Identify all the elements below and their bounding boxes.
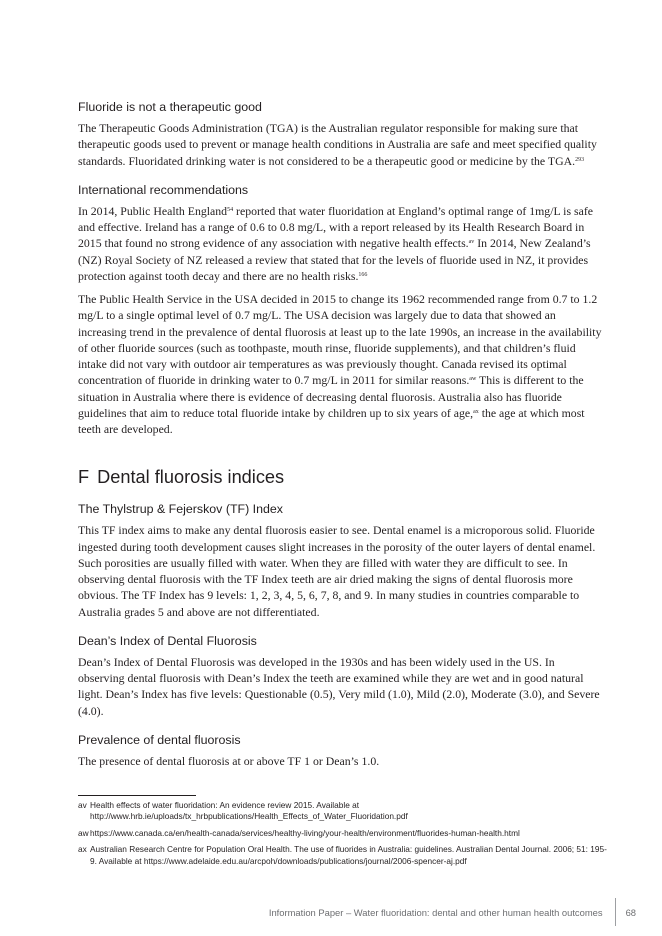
footnote-ref: av	[468, 239, 475, 246]
footnotes	[78, 800, 608, 872]
paragraph-tf-index: This TF index aims to make any dental fluorosis easier to see. Dental enamel is a microporous solid. Fluoride ingested during tooth development causes slight increases in the porosity of the outer layers of dental enamel. Such porosities are usually filled with water. When they are filled with water they are difficult to see. In observing dental fluorosis with the TF Index teeth are air dried making the signs of dental fluorosis more obvious. The TF Index has 9 levels: 1, 2, 3, 4, 5, 6, 7, 8, and 9. In many studies in countries comparable to Australia grades 5 and above are not differentiated.	[78, 523, 596, 619]
section-letter: F	[78, 467, 90, 488]
footnote-text: Australian Research Centre for Population Oral Health. The use of fluorides in Australia: guidelines. Australian Dental Journal. 2006; 51: 195-9. Available at https://www.adelaide.edu.au/arcpoh/downloads/publications/journal/2006-spencer-aj.pdf	[90, 844, 607, 866]
section-heading-international: International recommendations	[78, 182, 249, 197]
footnote-mark: ax	[78, 844, 87, 855]
footnote-divider	[78, 795, 196, 796]
footnote-item	[78, 828, 608, 839]
paragraph-text: This is different to the situation in Australia where there is evidence of decreasing dental fluorosis. Australia also has fluoride guidelines that aim to reduce total fluoride intake by children up to six years of age,	[78, 373, 584, 420]
paragraph-international-2	[78, 291, 602, 437]
citation-ref: 166	[358, 271, 368, 278]
footnote-ref: ax	[473, 408, 479, 415]
paragraph-deans-index: Dean’s Index of Dental Fluorosis was developed in the 1930s and has been widely used in the US. In observing dental fluorosis with Dean’s Index the teeth are examined while they are wet and in good natural light. Dean’s Index has five levels: Questionable (0.5), Very mild (1.0), Mild (2.0), Moderate (3.0), and Severe (4.0).	[78, 654, 600, 718]
paragraph-therapeutic-good	[78, 120, 602, 169]
paragraph-prevalence: The presence of dental fluorosis at or above TF 1 or Dean’s 1.0.	[78, 753, 380, 768]
section-heading-deans-index: Dean’s Index of Dental Fluorosis	[78, 633, 257, 648]
section-heading-therapeutic-good: Fluoride is not a therapeutic good	[78, 100, 262, 114]
main-content	[78, 100, 602, 769]
page-footer	[269, 898, 636, 926]
paragraph-text: reported that water fluoridation at England’s optimal range of 1mg/L is safe and effective. Ireland has a range of 0.6 to 0.8 mg/L, with a report released by its Health Research Board in 2015 that found no strong evidence of any association with negative health effects.	[78, 203, 593, 251]
section-heading-prevalence: Prevalence of dental fluorosis	[78, 732, 241, 747]
section-title-f	[78, 467, 602, 488]
section-heading-tf-index: The Thylstrup & Fejerskov (TF) Index	[78, 502, 283, 517]
paragraph-text: The Public Health Service in the USA decided in 2015 to change its 1962 recommended range from 0.7 to 1.2 mg/L to a single optimal level of 0.7 mg/L. The USA decision was largely due to data that showed an increasing trend in the prevalence of dental fluorosis at least up to the late 1990s, an increase in the availability of other fluoride sources (such as toothpaste, mouth rinse, fluoride supplements), and that children’s fluid intake did not vary with outdoor air temperatures as was previously thought. Canada revised its optimal concentration of fluoride in drinking water to 0.7 mg/L in 2011 for similar reasons.	[78, 292, 602, 388]
citation-ref: 293	[575, 156, 585, 163]
footnote-mark: av	[78, 800, 87, 810]
footer-divider	[615, 898, 616, 926]
footnote-item	[78, 800, 608, 823]
footnote-mark: aw	[78, 827, 89, 838]
section-title-text: Dental fluorosis indices	[97, 467, 285, 488]
citation-ref: 54	[227, 206, 234, 213]
paragraph-text: In 2014, New Zealand’s (NZ) Royal Society of NZ released a review that stated that for the levels of fluoride used in NZ, it provides protection against tooth decay and there are no health risks.	[78, 236, 591, 283]
paragraph-text: In 2014, Public Health England	[78, 203, 228, 218]
footnote-ref: aw	[469, 376, 477, 383]
paragraph-text: The Therapeutic Goods Administration (TGA) is the Australian regulator responsible for making sure that therapeutic goods used to prevent or manage health conditions in Australia are safe and meet specified quality standards. Fluoridated drinking water is not considered to be a therapeutic good or medicine by the TGA.	[78, 121, 597, 168]
footnote-text: https://www.canada.ca/en/health-canada/services/healthy-living/your-health/environment/fluorides-human-health.html	[90, 827, 520, 838]
footnote-text: Health effects of water fluoridation: An evidence review 2015. Available at http://www.hrb.ie/uploads/tx_hrbpublications/Health_Effects_of_Water_Fluoridation.pdf	[90, 800, 408, 822]
paragraph-international-1	[78, 203, 602, 284]
page-number: 68	[625, 906, 636, 918]
footer-document-title: Information Paper – Water fluoridation: dental and other human health outcomes	[268, 906, 603, 918]
footnote-item	[78, 844, 608, 867]
paragraph-text: the age at which most teeth are developed.	[78, 405, 585, 436]
